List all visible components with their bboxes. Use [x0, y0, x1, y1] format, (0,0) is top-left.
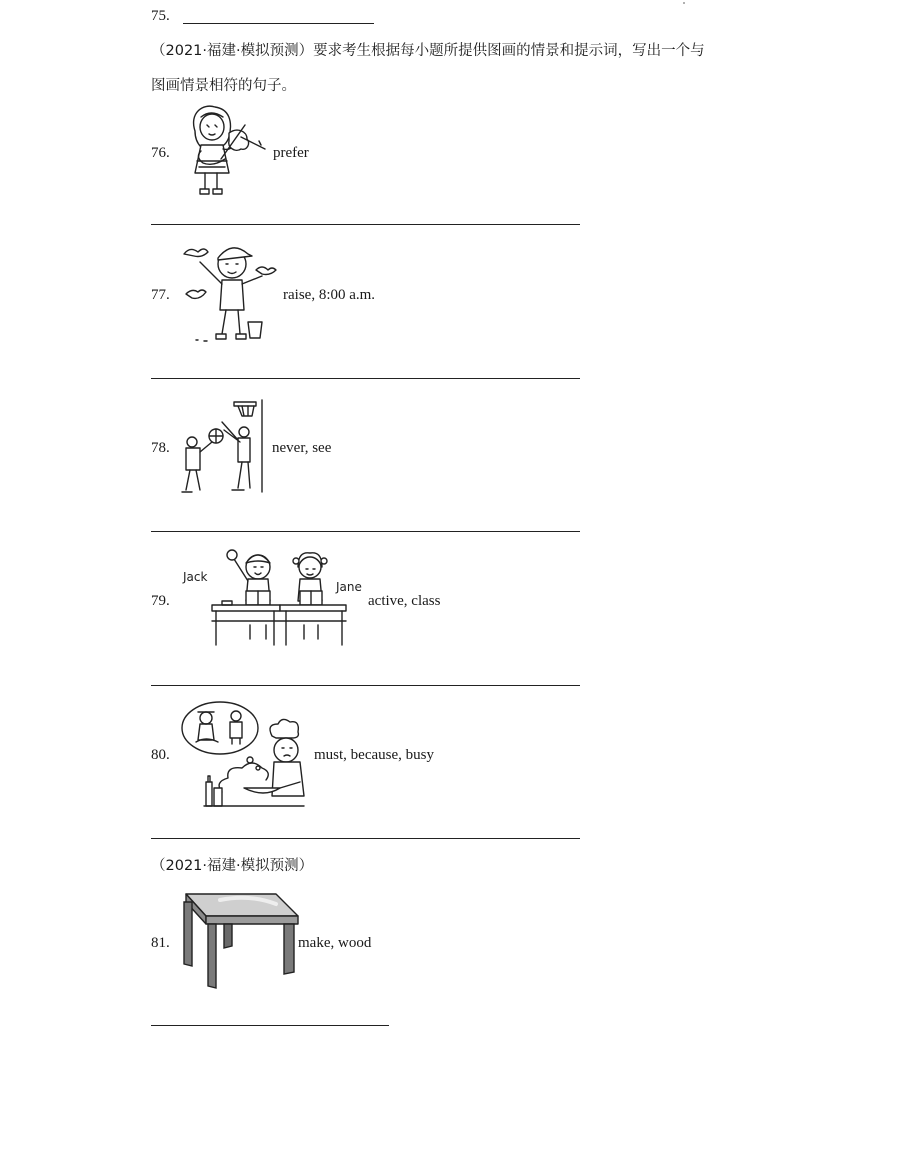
label-jack: Jack [183, 570, 208, 584]
question-80-hint: must, because, busy [314, 747, 434, 763]
basketball-players-illustration [182, 398, 267, 494]
instructions-line-2: 图画情景相符的句子。 [151, 78, 296, 94]
answer-line-78[interactable] [151, 531, 580, 532]
question-81-source: （2021·福建·模拟预测） [151, 858, 314, 874]
question-75-number: 75. [151, 8, 170, 24]
question-76-number: 76. [151, 145, 170, 161]
question-81-hint: make, wood [298, 935, 372, 951]
answer-line-77[interactable] [151, 378, 580, 379]
child-with-birds-illustration [182, 240, 277, 344]
girl-playing-violin-illustration [185, 103, 270, 198]
instructions-line-1: （2021·福建·模拟预测）要求考生根据每小题所提供图画的情景和提示词，写出一个与 [151, 43, 705, 59]
question-76-hint: prefer [273, 145, 309, 161]
question-81-number: 81. [151, 935, 170, 951]
question-77-hint: raise, 8:00 a.m. [283, 287, 376, 303]
answer-line-76[interactable] [151, 224, 580, 225]
question-80-number: 80. [151, 747, 170, 763]
question-79-number: 79. [151, 593, 170, 609]
answer-line-80[interactable] [151, 838, 580, 839]
classroom-students-illustration [210, 545, 350, 650]
answer-line-75[interactable] [183, 23, 374, 24]
label-jane: Jane [336, 580, 362, 594]
question-78-number: 78. [151, 440, 170, 456]
stray-mark [683, 2, 685, 4]
question-79-hint: active, class [368, 593, 441, 609]
chef-cooking-illustration [180, 700, 310, 810]
answer-line-81[interactable] [151, 1025, 389, 1026]
wooden-table-illustration [180, 892, 302, 992]
question-77-number: 77. [151, 287, 170, 303]
answer-line-79[interactable] [151, 685, 580, 686]
question-78-hint: never, see [272, 440, 332, 456]
